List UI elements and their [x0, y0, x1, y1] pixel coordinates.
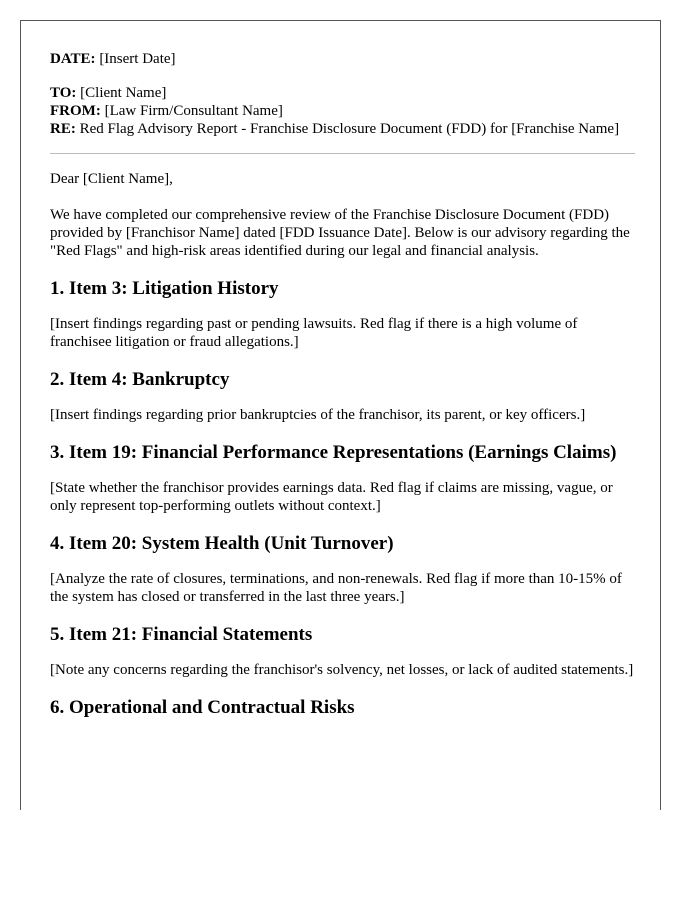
section-text-litigation: [Insert findings regarding past or pending lawsuits. Red flag if there is a high volume of franchisee litigation or fraud allegations.]: [50, 316, 578, 350]
section-heading-litigation: 1. Item 3: Litigation History: [50, 278, 279, 299]
to-label: TO:: [50, 85, 77, 101]
section-heading-operational-risks: 6. Operational and Contractual Risks: [50, 697, 355, 718]
to-value: [Client Name]: [76, 85, 167, 101]
section-text-financial-statements: [Note any concerns regarding the franchisor's solvency, net losses, or lack of audited statements.]: [50, 662, 634, 678]
salutation: Dear [Client Name],: [50, 171, 173, 187]
document-page: [20, 20, 661, 810]
from-line: [50, 102, 635, 120]
intro-paragraph: We have completed our comprehensive review of the Franchise Disclosure Document (FDD) provided by [Franchisor Name] dated [FDD Issuance Date]. Below is our advisory regarding the "Red Flags" and high-risk areas identified during our legal and financial analysis.: [50, 207, 630, 259]
re-value: Red Flag Advisory Report - Franchise Disclosure Document (FDD) for [Franchise Name]: [75, 121, 620, 137]
date-label: DATE:: [50, 51, 96, 67]
header-divider: [50, 153, 635, 154]
section-text-earnings-claims: [State whether the franchisor provides earnings data. Red flag if claims are missing, vague, or only represent top-performing outlets without context.]: [50, 480, 613, 514]
date-line: [50, 50, 635, 68]
section-text-bankruptcy: [Insert findings regarding prior bankruptcies of the franchisor, its parent, or key officers.]: [50, 407, 586, 423]
section-heading-bankruptcy: 2. Item 4: Bankruptcy: [50, 369, 230, 390]
date-value: [Insert Date]: [95, 51, 176, 67]
section-heading-system-health: 4. Item 20: System Health (Unit Turnover): [50, 533, 394, 554]
re-label: RE:: [50, 121, 76, 137]
from-value: [Law Firm/Consultant Name]: [100, 103, 283, 119]
section-heading-financial-statements: 5. Item 21: Financial Statements: [50, 624, 313, 645]
from-label: FROM:: [50, 103, 101, 119]
section-heading-earnings-claims: 3. Item 19: Financial Performance Representations (Earnings Claims): [50, 442, 617, 463]
document-content: [50, 50, 635, 734]
section-text-system-health: [Analyze the rate of closures, terminations, and non-renewals. Red flag if more than 10-15% of the system has closed or transferred in the last three years.]: [50, 571, 622, 605]
to-line: [50, 84, 635, 102]
re-line: [50, 120, 635, 138]
